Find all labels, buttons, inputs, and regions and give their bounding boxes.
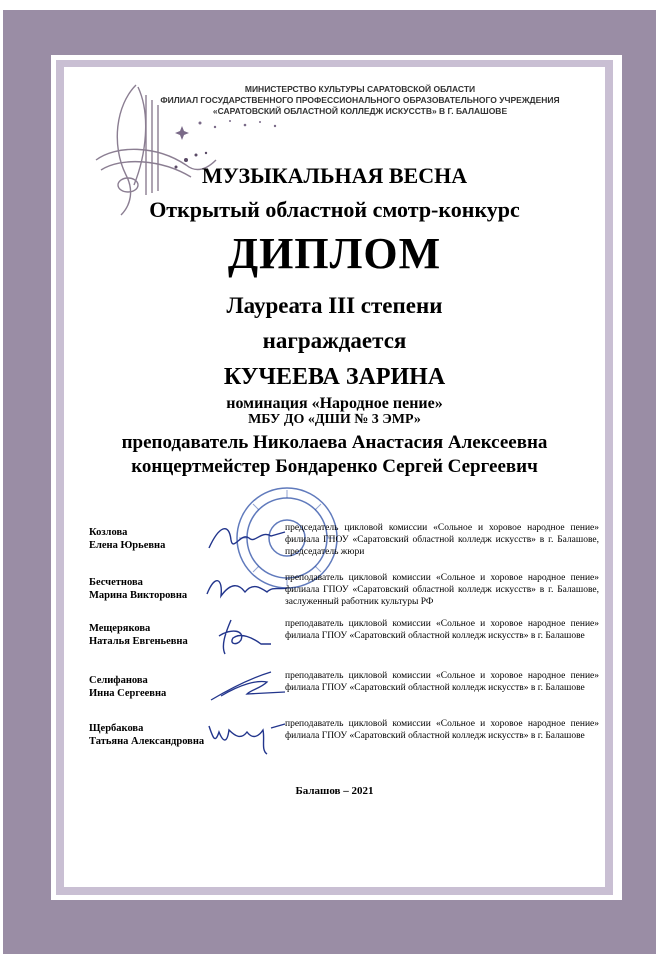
jury-role: преподаватель цикловой комиссии «Сольное и хоровое народное пение» филиала ГПОУ «Саратовский областной колледж искусств» в г. Балашове <box>285 619 599 641</box>
jury-member <box>89 522 599 566</box>
accompanist-line: концертмейстер Бондаренко Сергей Сергеевич <box>131 456 538 477</box>
jury-role: председатель цикловой комиссии «Сольное и хоровое народное пение» филиала ГПОУ «Саратовский областной колледж искусств» в г. Балашове, председатель жюри <box>285 523 599 557</box>
sparkle-decoration-icon <box>170 113 290 143</box>
festival-name: МУЗЫКАЛЬНАЯ ВЕСНА <box>201 163 468 188</box>
teacher-line: преподаватель Николаева Анастасия Алексеевна <box>121 432 548 453</box>
jury-given-name: Елена Юрьевна <box>89 540 166 551</box>
contest-name: Открытый областной смотр-конкурс <box>149 197 520 222</box>
signature-icon <box>201 518 291 562</box>
jury-member <box>89 572 599 616</box>
diploma-title: ДИПЛОМ <box>227 229 442 278</box>
jury-surname: Селифанова <box>89 675 148 686</box>
college-line: «САРАТОВСКИЙ ОБЛАСТНОЙ КОЛЛЕДЖ ИСКУССТВ» В Г. БАЛАШОВЕ <box>212 106 508 116</box>
jury-surname: Мещерякова <box>89 623 151 634</box>
signature-icon <box>201 614 291 658</box>
nomination: номинация «Народное пение» <box>226 395 443 412</box>
awarded-label: награждается <box>262 328 407 353</box>
jury-role: преподаватель цикловой комиссии «Сольное и хоровое народное пение» филиала ГПОУ «Саратовский областной колледж искусств» в г. Балашове <box>285 671 599 693</box>
jury-role: преподаватель цикловой комиссии «Сольное и хоровое народное пение» филиала ГПОУ «Саратовский областной колледж искусств» в г. Балашове <box>285 719 599 741</box>
recipient-name: КУЧЕЕВА ЗАРИНА <box>223 364 446 390</box>
school-name: МБУ ДО «ДШИ № 3 ЭМР» <box>248 412 421 427</box>
branch-line: ФИЛИАЛ ГОСУДАРСТВЕННОГО ПРОФЕССИОНАЛЬНОГО ОБРАЗОВАТЕЛЬНОГО УЧРЕЖДЕНИЯ <box>160 95 560 105</box>
jury-surname: Щербакова <box>89 723 144 734</box>
signature-icon <box>201 568 291 612</box>
jury-role: преподаватель цикловой комиссии «Сольное и хоровое народное пение» филиала ГПОУ «Саратовский областной колледж искусств» в г. Балашове, заслуженный работник культуры РФ <box>285 573 599 607</box>
laureate-degree: Лауреата III степени <box>226 293 443 318</box>
signature-icon <box>201 714 291 758</box>
signature-icon <box>201 666 291 710</box>
jury-member <box>89 670 599 714</box>
jury-given-name: Марина Викторовна <box>89 590 188 601</box>
jury-given-name: Татьяна Александровна <box>89 736 205 747</box>
ministry-line: МИНИСТЕРСТВО КУЛЬТУРЫ САРАТОВСКОЙ ОБЛАСТИ <box>244 84 476 94</box>
jury-given-name: Наталья Евгеньевна <box>89 636 188 647</box>
jury-surname: Бесчетнова <box>89 577 143 588</box>
jury-given-name: Инна Сергеевна <box>89 688 167 699</box>
jury-member <box>89 618 599 662</box>
jury-surname: Козлова <box>89 527 128 538</box>
place-and-year: Балашов – 2021 <box>295 785 374 797</box>
jury-member <box>89 718 599 762</box>
